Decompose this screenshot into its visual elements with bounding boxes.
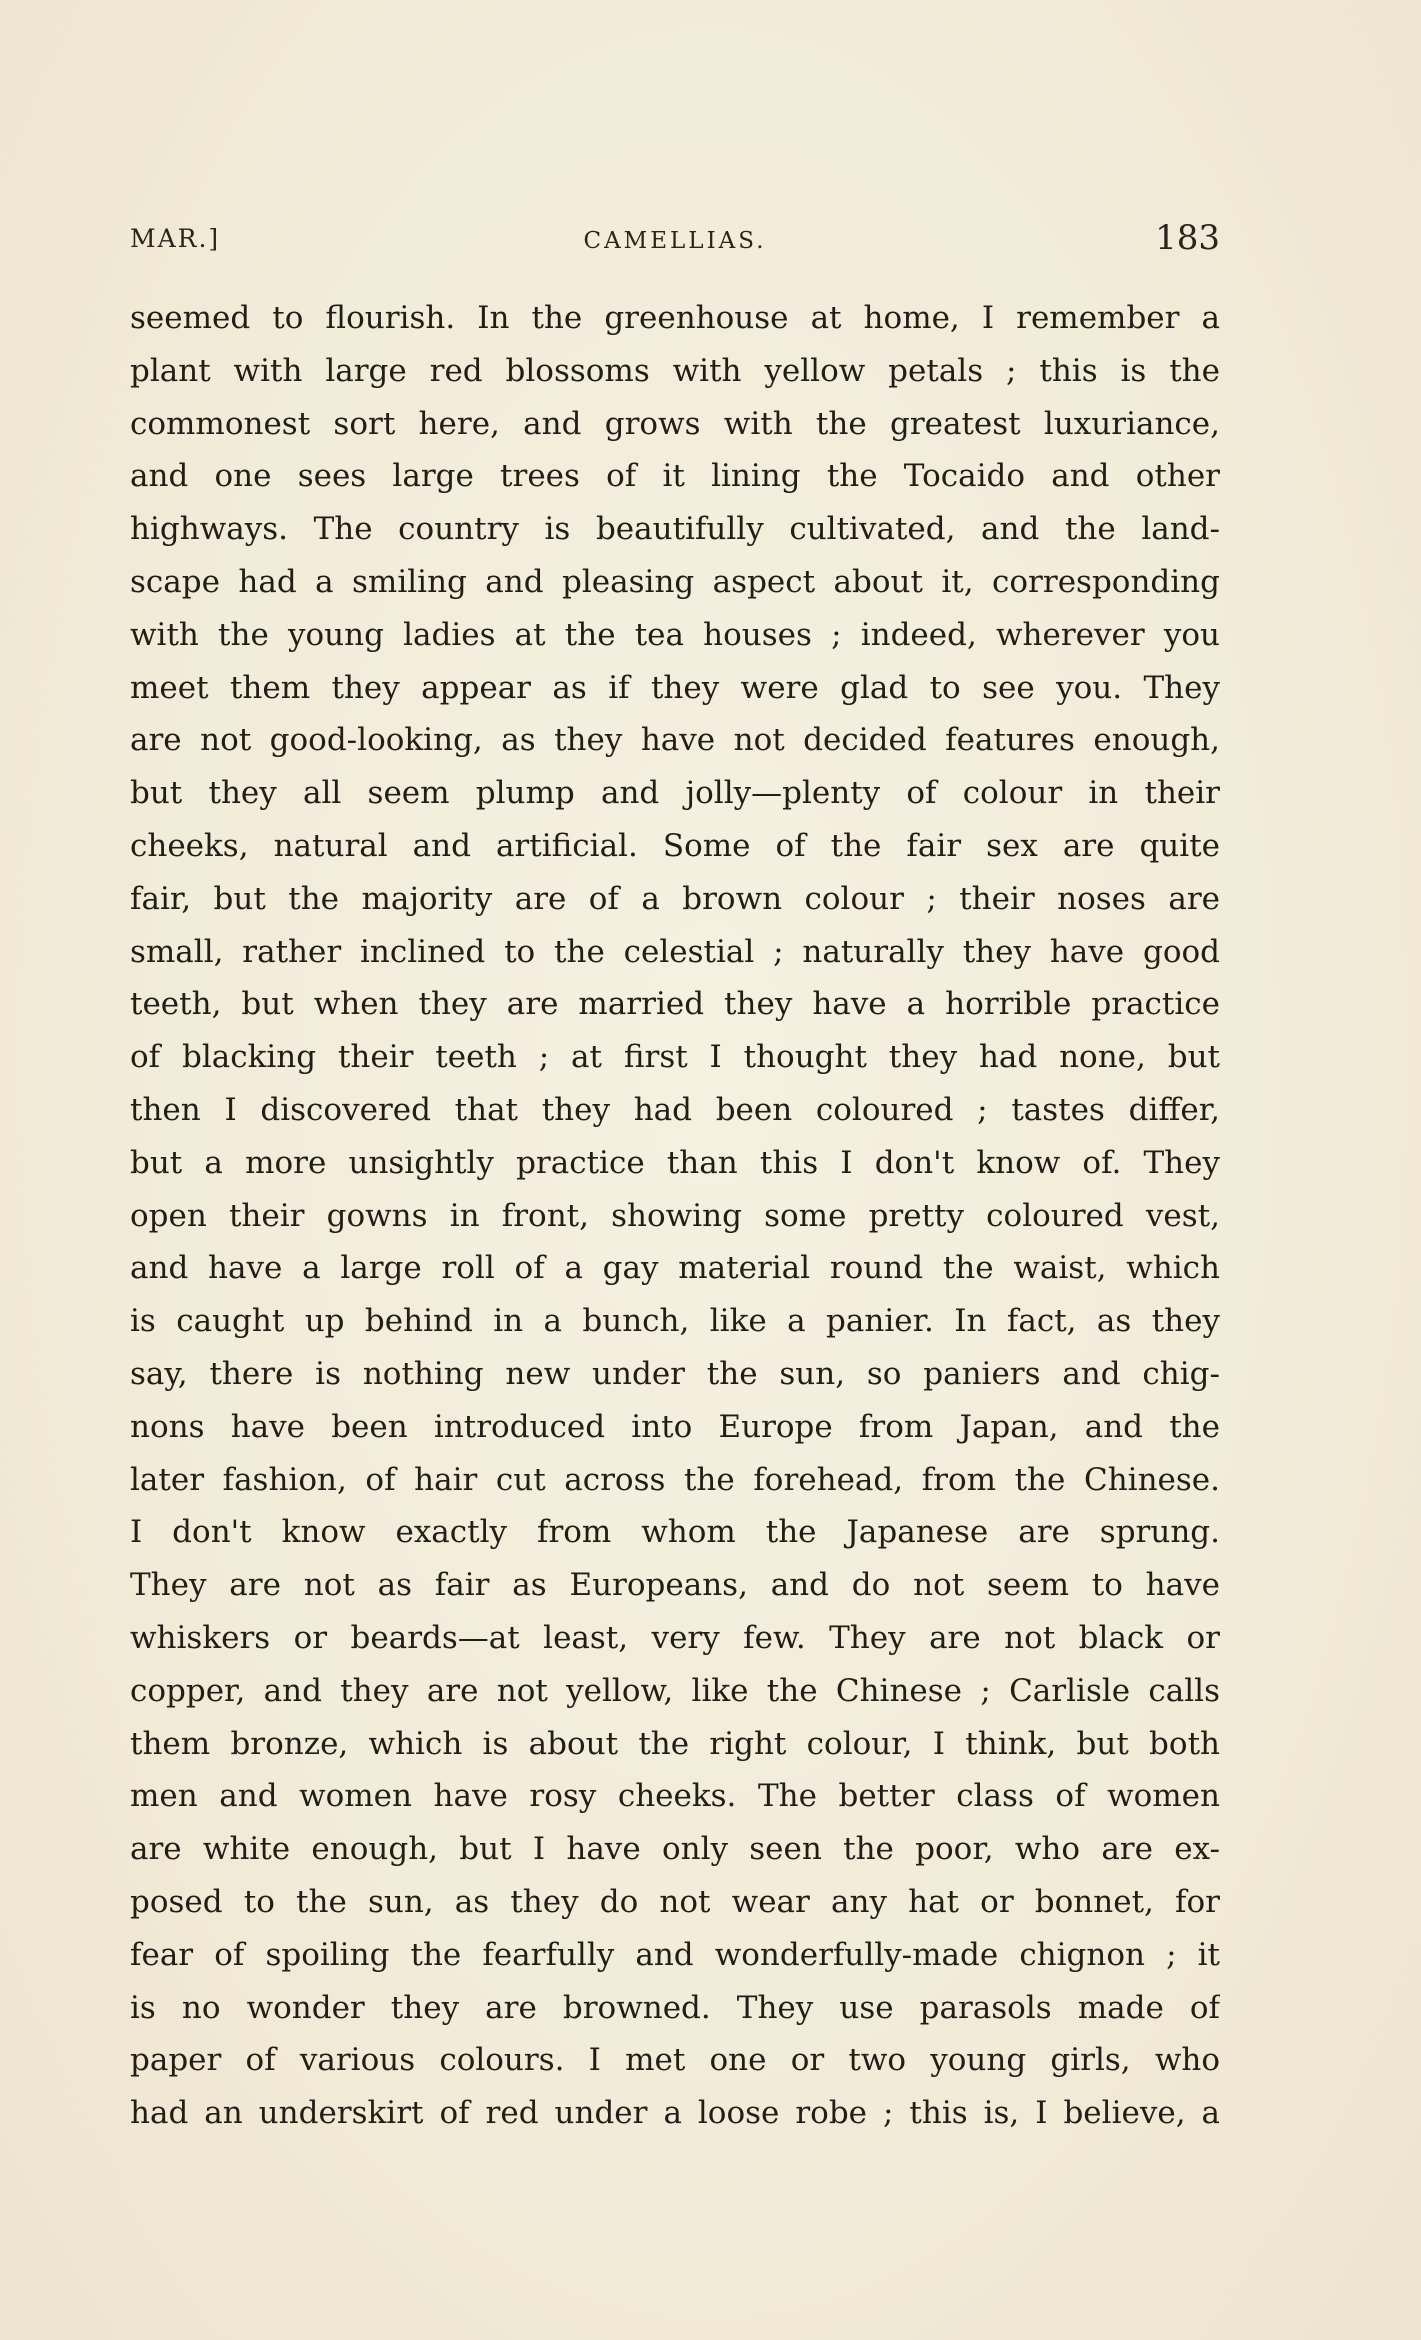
text-line: I don't know exactly from whom the Japanese are sprung. bbox=[130, 1514, 1220, 1551]
text-line: small, rather inclined to the celestial ; naturally they have good bbox=[130, 933, 1220, 970]
page-number: 183 bbox=[1155, 218, 1220, 258]
running-head-month: MAR.] bbox=[130, 224, 221, 253]
text-line: meet them they appear as if they were glad to see you. They bbox=[130, 669, 1220, 706]
text-line: They are not as fair as Europeans, and do not seem to have bbox=[130, 1567, 1220, 1604]
text-line: say, there is nothing new under the sun, so paniers and chig- bbox=[130, 1355, 1220, 1392]
text-line: seemed to flourish. In the greenhouse at home, I remember a bbox=[130, 300, 1220, 336]
text-line: with the young ladies at the tea houses ; indeed, wherever you bbox=[130, 616, 1220, 653]
text-line: is no wonder they are browned. They use parasols made of bbox=[130, 1989, 1220, 2026]
text-line: and one sees large trees of it lining the Tocaido and other bbox=[130, 458, 1220, 495]
text-line: are white enough, but I have only seen the poor, who are ex- bbox=[130, 1831, 1220, 1868]
text-line: whiskers or beards—at least, very few. They are not black or bbox=[130, 1619, 1220, 1656]
text-line: commonest sort here, and grows with the greatest luxuriance, bbox=[130, 405, 1220, 442]
running-head bbox=[130, 218, 1220, 266]
text-line: of blacking their teeth ; at first I thought they had none, but bbox=[130, 1039, 1220, 1076]
text-line: then I discovered that they had been coloured ; tastes differ, bbox=[130, 1091, 1220, 1128]
body-text bbox=[130, 292, 1220, 2140]
text-line: cheeks, natural and artificial. Some of the fair sex are quite bbox=[130, 827, 1220, 864]
text-line: later fashion, of hair cut across the forehead, from the Chinese. bbox=[130, 1461, 1220, 1498]
text-line: fear of spoiling the fearfully and wonderfully-made chignon ; it bbox=[130, 1936, 1220, 1973]
text-line: plant with large red blossoms with yellow petals ; this is the bbox=[130, 352, 1220, 389]
text-line: nons have been introduced into Europe from Japan, and the bbox=[130, 1408, 1220, 1445]
text-line: and have a large roll of a gay material round the waist, which bbox=[130, 1250, 1220, 1287]
text-line: posed to the sun, as they do not wear any hat or bonnet, for bbox=[130, 1883, 1220, 1920]
text-line: but a more unsightly practice than this I don't know of. They bbox=[130, 1144, 1220, 1181]
text-line: are not good-looking, as they have not decided features enough, bbox=[130, 722, 1220, 759]
text-line: paper of various colours. I met one or two young girls, who bbox=[130, 2042, 1220, 2079]
running-head-title: CAMELLIAS. bbox=[583, 228, 767, 254]
text-line: fair, but the majority are of a brown colour ; their noses are bbox=[130, 880, 1220, 917]
text-line: highways. The country is beautifully cultivated, and the land- bbox=[130, 511, 1220, 548]
text-line: men and women have rosy cheeks. The better class of women bbox=[130, 1778, 1220, 1815]
text-line: open their gowns in front, showing some pretty coloured vest, bbox=[130, 1197, 1220, 1234]
text-line: is caught up behind in a bunch, like a panier. In fact, as they bbox=[130, 1303, 1220, 1340]
text-line: them bronze, which is about the right colour, I think, but both bbox=[130, 1725, 1220, 1762]
text-line: but they all seem plump and jolly—plenty of colour in their bbox=[130, 775, 1220, 812]
text-line: scape had a smiling and pleasing aspect about it, corresponding bbox=[130, 563, 1220, 600]
text-line: copper, and they are not yellow, like the Chinese ; Carlisle calls bbox=[130, 1672, 1220, 1709]
text-line: teeth, but when they are married they have a horrible practice bbox=[130, 986, 1220, 1023]
text-line: had an underskirt of red under a loose robe ; this is, I believe, a bbox=[130, 2095, 1220, 2132]
